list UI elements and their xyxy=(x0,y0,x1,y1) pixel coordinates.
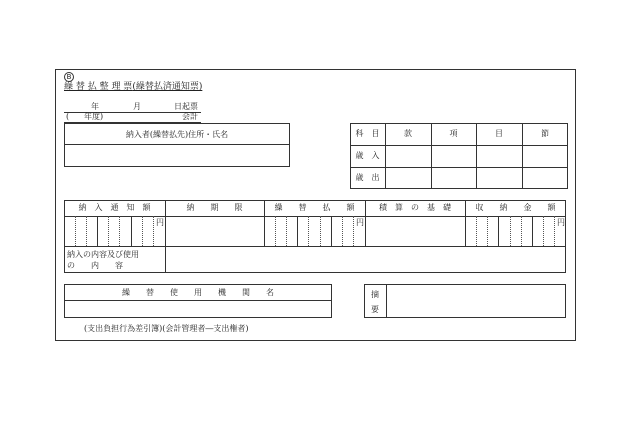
footer-note: (支出負担行為差引簿)(会計管理者―支出権者) xyxy=(84,324,249,333)
digit-divider-major xyxy=(297,216,298,246)
digit-divider-major xyxy=(97,216,98,246)
form-title-main: 繰 替 払 整 理 票 xyxy=(64,82,133,92)
budget-header-setsu: 節 xyxy=(541,129,549,138)
digit-divider xyxy=(153,216,154,246)
digit-divider xyxy=(119,216,120,246)
date-month-label: 月 xyxy=(133,102,141,111)
digit-divider-major xyxy=(532,216,533,246)
usage-label-line-2: の 内 容 xyxy=(67,261,123,270)
date-day-label: 日起票 xyxy=(174,102,198,111)
header-calc-basis: 積 算 の 基 礎 xyxy=(379,203,451,212)
digit-divider xyxy=(353,216,354,246)
budget-header-kamoku: 科 目 xyxy=(355,129,380,138)
summary-label-1: 摘 xyxy=(371,290,379,299)
digit-divider xyxy=(476,216,477,246)
account-label: 会計 xyxy=(182,112,198,121)
main-usage-line xyxy=(64,246,566,247)
payer-divider xyxy=(64,144,290,145)
budget-row-line-1 xyxy=(350,145,568,146)
digit-divider xyxy=(86,216,87,246)
digit-divider xyxy=(521,216,522,246)
digit-divider xyxy=(108,216,109,246)
main-header-line xyxy=(64,216,566,217)
digit-divider-major xyxy=(331,216,332,246)
digit-divider xyxy=(275,216,276,246)
summary-label-2: 要 xyxy=(371,305,379,314)
digit-divider xyxy=(510,216,511,246)
yen-notice: 円 xyxy=(156,218,164,227)
header-notice-amount: 納 入 通 知 額 xyxy=(78,203,151,212)
form-title xyxy=(64,82,202,92)
fiscal-paren-open: ( xyxy=(66,112,70,121)
header-deadline: 納 期 限 xyxy=(186,203,243,212)
budget-row-revenue: 歳 入 xyxy=(355,151,380,160)
circled-marker: B xyxy=(64,72,74,82)
budget-header-moku: 目 xyxy=(495,129,503,138)
digit-divider-major xyxy=(498,216,499,246)
budget-row-line-2 xyxy=(350,167,568,168)
payer-label: 納入者(繰替払先)住所・氏名 xyxy=(125,130,229,139)
digit-divider xyxy=(286,216,287,246)
budget-header-kan: 款 xyxy=(404,129,412,138)
digit-divider xyxy=(487,216,488,246)
digit-divider xyxy=(342,216,343,246)
header-repay-amount: 繰 替 払 額 xyxy=(274,203,355,212)
digit-divider-major xyxy=(131,216,132,246)
fiscal-year-label: 年度) xyxy=(84,112,104,121)
summary-box xyxy=(364,284,566,318)
yen-repay: 円 xyxy=(356,218,364,227)
summary-col-line xyxy=(386,284,387,318)
header-paid-amount: 収 納 金 額 xyxy=(475,203,556,212)
usage-label-line-1: 納入の内容及び使用 xyxy=(67,250,139,259)
budget-header-kou: 項 xyxy=(449,129,458,138)
digit-divider xyxy=(142,216,143,246)
agency-label: 繰 替 使 用 機 関 名 xyxy=(122,288,274,297)
budget-row-expenditure: 歳 出 xyxy=(355,173,380,182)
digit-divider xyxy=(308,216,309,246)
date-year-label: 年 xyxy=(91,102,99,111)
form-title-sub: (繰替払済通知票) xyxy=(132,82,203,92)
yen-paid: 円 xyxy=(557,218,565,227)
digit-divider xyxy=(75,216,76,246)
usage-col-line xyxy=(165,246,166,273)
digit-divider xyxy=(543,216,544,246)
digit-divider xyxy=(320,216,321,246)
digit-divider xyxy=(554,216,555,246)
agency-divider xyxy=(64,300,332,301)
